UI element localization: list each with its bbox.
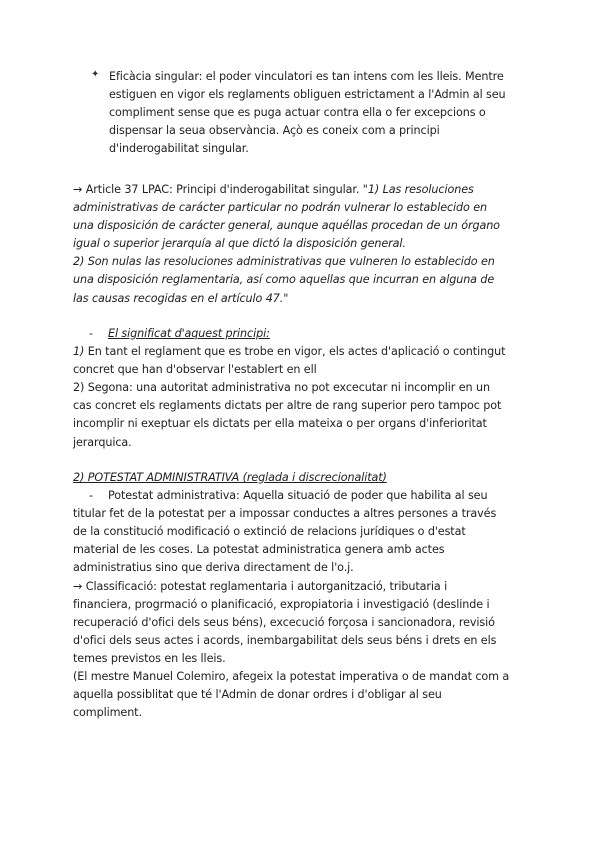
point-text: En tant el reglament que es trobe en vigor, els actes d'aplicació o contingut	[84, 345, 506, 359]
text-line: jerarquica.	[73, 435, 132, 449]
quote-line: una disposición de carácter general, aunque aquéllas procedan de un órgano	[73, 219, 500, 233]
bullet-star-icon: ✦	[91, 69, 100, 80]
significat-section	[73, 325, 531, 452]
text-line: incomplir ni exeptuar els dictats per ella mateixa o per organs d'inferioritat	[73, 417, 487, 431]
text-line: administratius sino que deriva directament de l'o.j.	[73, 561, 354, 575]
article-37-intro: → Article 37 LPAC: Principi d'inderogabilitat singular.	[73, 183, 363, 196]
dash-marker: -	[89, 489, 93, 503]
text-line: concret que han d'observar l'establert en ell	[73, 363, 317, 377]
quote-line: una disposición reglamentaria, así como aquellas que incurran en alguna de	[73, 273, 495, 287]
potestat-section	[73, 469, 531, 722]
text-line: Eficàcia singular: el poder vinculatori es tan intens com les lleis. Mentre	[109, 70, 504, 83]
quote-line: igual o superior jerarquía al que dictó la disposición general.	[73, 237, 406, 251]
text-line: financiera, progrmació o planificació, expropiatoria i investigació (deslinde i	[73, 597, 490, 611]
point-number: 1)	[73, 345, 85, 359]
text-line: compliment.	[73, 706, 142, 720]
quote-close: "	[283, 291, 289, 305]
paragraph-eficacia-singular	[109, 68, 539, 158]
text-line: d'inderogabilitat singular.	[109, 142, 249, 156]
definition-text: Potestat administrativa: Aquella situació de poder que habilita al seu	[108, 489, 488, 503]
potestat-heading: 2) POTESTAT ADMINISTRATIVA (reglada i discrecionalitat)	[73, 471, 387, 484]
quote-line: administrativas de carácter particular no podrán vulnerar lo establecido en	[73, 201, 488, 215]
text-line: compliment sense que es puga actuar contra ella o fer excepcions o	[109, 106, 486, 120]
text-line: recuperació d'ofici dels seus béns), excecució forçosa i sancionadora, revisió	[73, 615, 495, 629]
quote-line: 2) Son nulas las resoluciones administrativas que vulneren lo establecido en	[73, 255, 495, 269]
text-line: dispensar la seua observància. Açò es coneix com a principi	[109, 124, 440, 138]
dash-marker: -	[89, 327, 93, 340]
text-line	[73, 325, 531, 343]
quote-text: "1) Las resoluciones	[362, 183, 474, 196]
text-line: temes previstos en les lleis.	[73, 651, 226, 665]
article-37-quote	[73, 181, 531, 308]
text-line	[73, 343, 531, 361]
text-line	[73, 487, 531, 505]
text-line: d'ofici dels seus actes i acords, inembargabilitat dels seus béns i drets en els	[73, 633, 497, 647]
text-line: de la constitució modificació o extinció de relacions jurídiques o d'estat	[73, 525, 466, 539]
text-line	[73, 181, 531, 199]
quote-text: las causas recogidas en el artículo 47.	[73, 291, 284, 305]
text-line: → Classificació: potestat reglamentaria i autorganització, tributaria i	[73, 579, 448, 593]
text-line: aquella possiblitat que té l'Admin de donar ordres i d'obligar al seu	[73, 688, 442, 702]
text-line: material de les coses. La potestat administratica genera amb actes	[73, 543, 445, 557]
text-line: cas concret els reglaments dictats per altre de rang superior pero tampoc pot	[73, 399, 502, 413]
text-line	[73, 290, 531, 308]
text-line: 2) Segona: una autoritat administrativa no pot excecutar ni incomplir en un	[73, 381, 490, 395]
text-line: titular fet de la potestat per a impossar conductes a altres persones a través	[73, 507, 497, 521]
text-line: estiguen en vigor els reglaments obliguen estrictament a l'Admin al seu	[109, 88, 506, 102]
significat-heading: El significat d'aquest principi:	[108, 327, 270, 340]
text-line: (El mestre Manuel Colemiro, afegeix la potestat imperativa o de mandat com a	[73, 670, 510, 684]
